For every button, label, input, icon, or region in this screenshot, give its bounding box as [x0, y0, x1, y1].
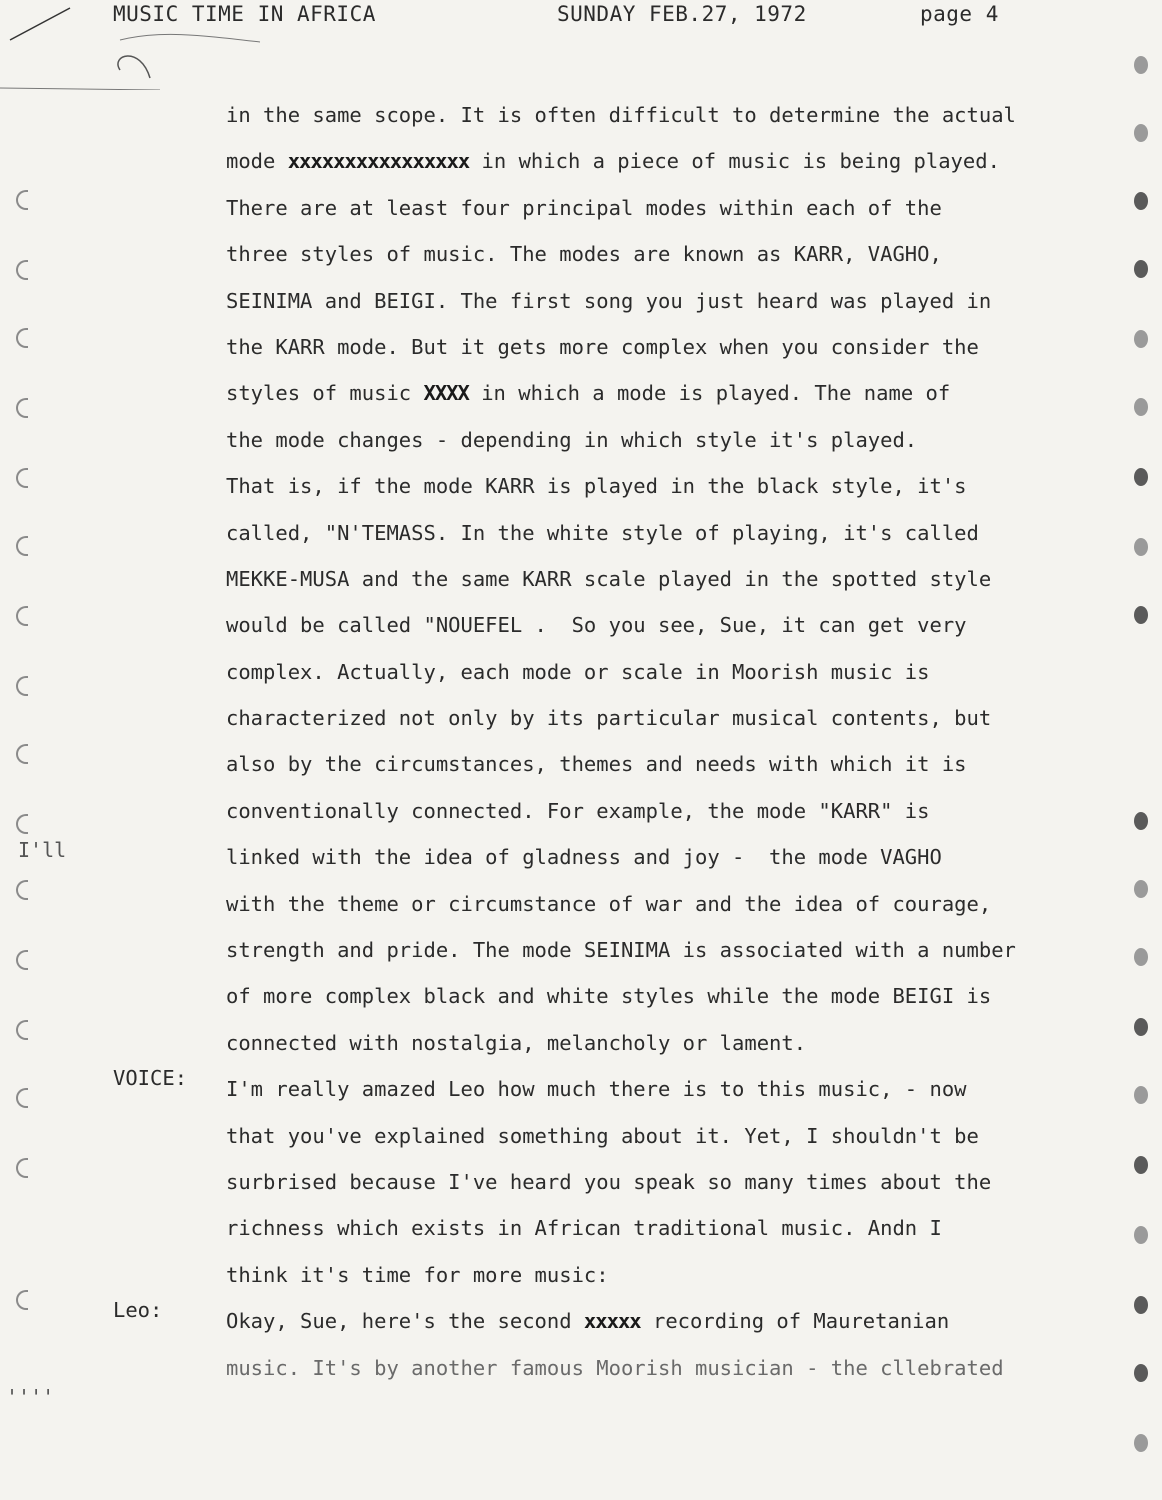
broadcast-date: SUNDAY FEB.27, 1972: [557, 2, 807, 26]
text-line: There are at least four principal modes within each of the: [226, 195, 942, 220]
text-line: styles of music XXXX in which a mode is played. The name of: [226, 381, 951, 406]
speaker-leo: Leo:: [113, 1298, 163, 1322]
text-line: the mode changes - depending in which style it's played.: [226, 427, 918, 452]
feed-hole: [1134, 192, 1148, 210]
feed-hole: [16, 1290, 28, 1310]
narrative-text: [226, 92, 1126, 1391]
text-line: complex. Actually, each mode or scale in Moorish music is: [226, 659, 930, 684]
feed-hole: [1134, 1296, 1148, 1314]
feed-hole: [1134, 1156, 1148, 1174]
text-line: also by the circumstances, themes and needs with which it is: [226, 752, 967, 777]
feed-hole: [16, 1020, 28, 1040]
text-line: mode xxxxxxxxxxxxxxxx in which a piece of music is being played.: [226, 149, 1000, 174]
program-title: MUSIC TIME IN AFRICA: [113, 2, 376, 26]
tractor-feed-holes-left: [16, 180, 40, 1480]
feed-hole: [1134, 124, 1148, 142]
text-line: characterized not only by its particular musical contents, but: [226, 706, 992, 731]
feed-hole: [16, 950, 28, 970]
text-line: of more complex black and white styles while the mode BEIGI is: [226, 984, 992, 1009]
feed-hole: [16, 398, 28, 418]
text-line: MEKKE-MUSA and the same KARR scale played in the spotted style: [226, 566, 992, 591]
feed-hole: [16, 676, 28, 696]
dialogue-line: Okay, Sue, here's the second xxxxx recording of Mauretanian: [226, 1309, 950, 1334]
feed-hole: [16, 1158, 28, 1178]
dialogue-line: surbrised because I've heard you speak so many times about the: [226, 1169, 992, 1194]
feed-hole: [16, 814, 28, 834]
margin-mark: '''': [6, 1385, 55, 1409]
page-header: [0, 2, 1162, 32]
text-line: connected with nostalgia, melancholy or lament.: [226, 1030, 807, 1055]
page-number: page 4: [920, 2, 999, 26]
typed-strikeout: XXXX: [423, 381, 469, 406]
feed-hole: [16, 260, 28, 280]
typed-strikeout: xxxxxxxxxxxxxxxx: [287, 149, 470, 174]
text-line: called, "N'TEMASS. In the white style of playing, it's called: [226, 520, 979, 545]
text-line: the KARR mode. But it gets more complex when you consider the: [226, 334, 979, 359]
feed-hole: [1134, 538, 1148, 556]
feed-hole: [1134, 880, 1148, 898]
feed-hole: [16, 744, 28, 764]
dialogue-line: music. It's by another famous Moorish musician - the cllebrated: [226, 1355, 1004, 1380]
text-line: That is, if the mode KARR is played in the black style, it's: [226, 474, 967, 499]
dialogue-line: I'm really amazed Leo how much there is to this music, - now: [226, 1077, 967, 1102]
feed-hole: [1134, 1434, 1148, 1452]
feed-hole: [1134, 1018, 1148, 1036]
dialogue-line: richness which exists in African traditional music. Andn I: [226, 1216, 942, 1241]
feed-hole: [1134, 56, 1148, 74]
typed-strikeout: xxxxx: [583, 1309, 641, 1334]
text-line: linked with the idea of gladness and joy - the mode VAGHO: [226, 845, 942, 870]
feed-hole: [1134, 948, 1148, 966]
dialogue-line: think it's time for more music:: [226, 1262, 609, 1287]
feed-hole: [1134, 330, 1148, 348]
text-line: strength and pride. The mode SEINIMA is associated with a number: [226, 938, 1016, 963]
feed-hole: [1134, 260, 1148, 278]
text-line: with the theme or circumstance of war and the idea of courage,: [226, 891, 992, 916]
tractor-feed-holes-right: [1122, 50, 1152, 1490]
margin-mark: I'll: [18, 838, 67, 862]
feed-hole: [16, 880, 28, 900]
speaker-voice: VOICE:: [113, 1066, 188, 1090]
feed-hole: [1134, 468, 1148, 486]
dialogue-line: that you've explained something about it. Yet, I shouldn't be: [226, 1123, 979, 1148]
feed-hole: [16, 328, 28, 348]
text-line: three styles of music. The modes are known as KARR, VAGHO,: [226, 242, 942, 267]
text-line: would be called "NOUEFEL . So you see, Sue, it can get very: [226, 613, 967, 638]
feed-hole: [1134, 1086, 1148, 1104]
feed-hole: [1134, 398, 1148, 416]
feed-hole: [1134, 1226, 1148, 1244]
feed-hole: [16, 1088, 28, 1108]
feed-hole: [1134, 1364, 1148, 1382]
feed-hole: [16, 190, 28, 210]
feed-hole: [16, 468, 28, 488]
feed-hole: [1134, 812, 1148, 830]
feed-hole: [16, 536, 28, 556]
text-line: in the same scope. It is often difficult to determine the actual: [226, 103, 1016, 127]
text-line: SEINIMA and BEIGI. The first song you just heard was played in: [226, 288, 992, 313]
text-line: conventionally connected. For example, the mode "KARR" is: [226, 798, 930, 823]
feed-hole: [16, 606, 28, 626]
feed-hole: [1134, 606, 1148, 624]
